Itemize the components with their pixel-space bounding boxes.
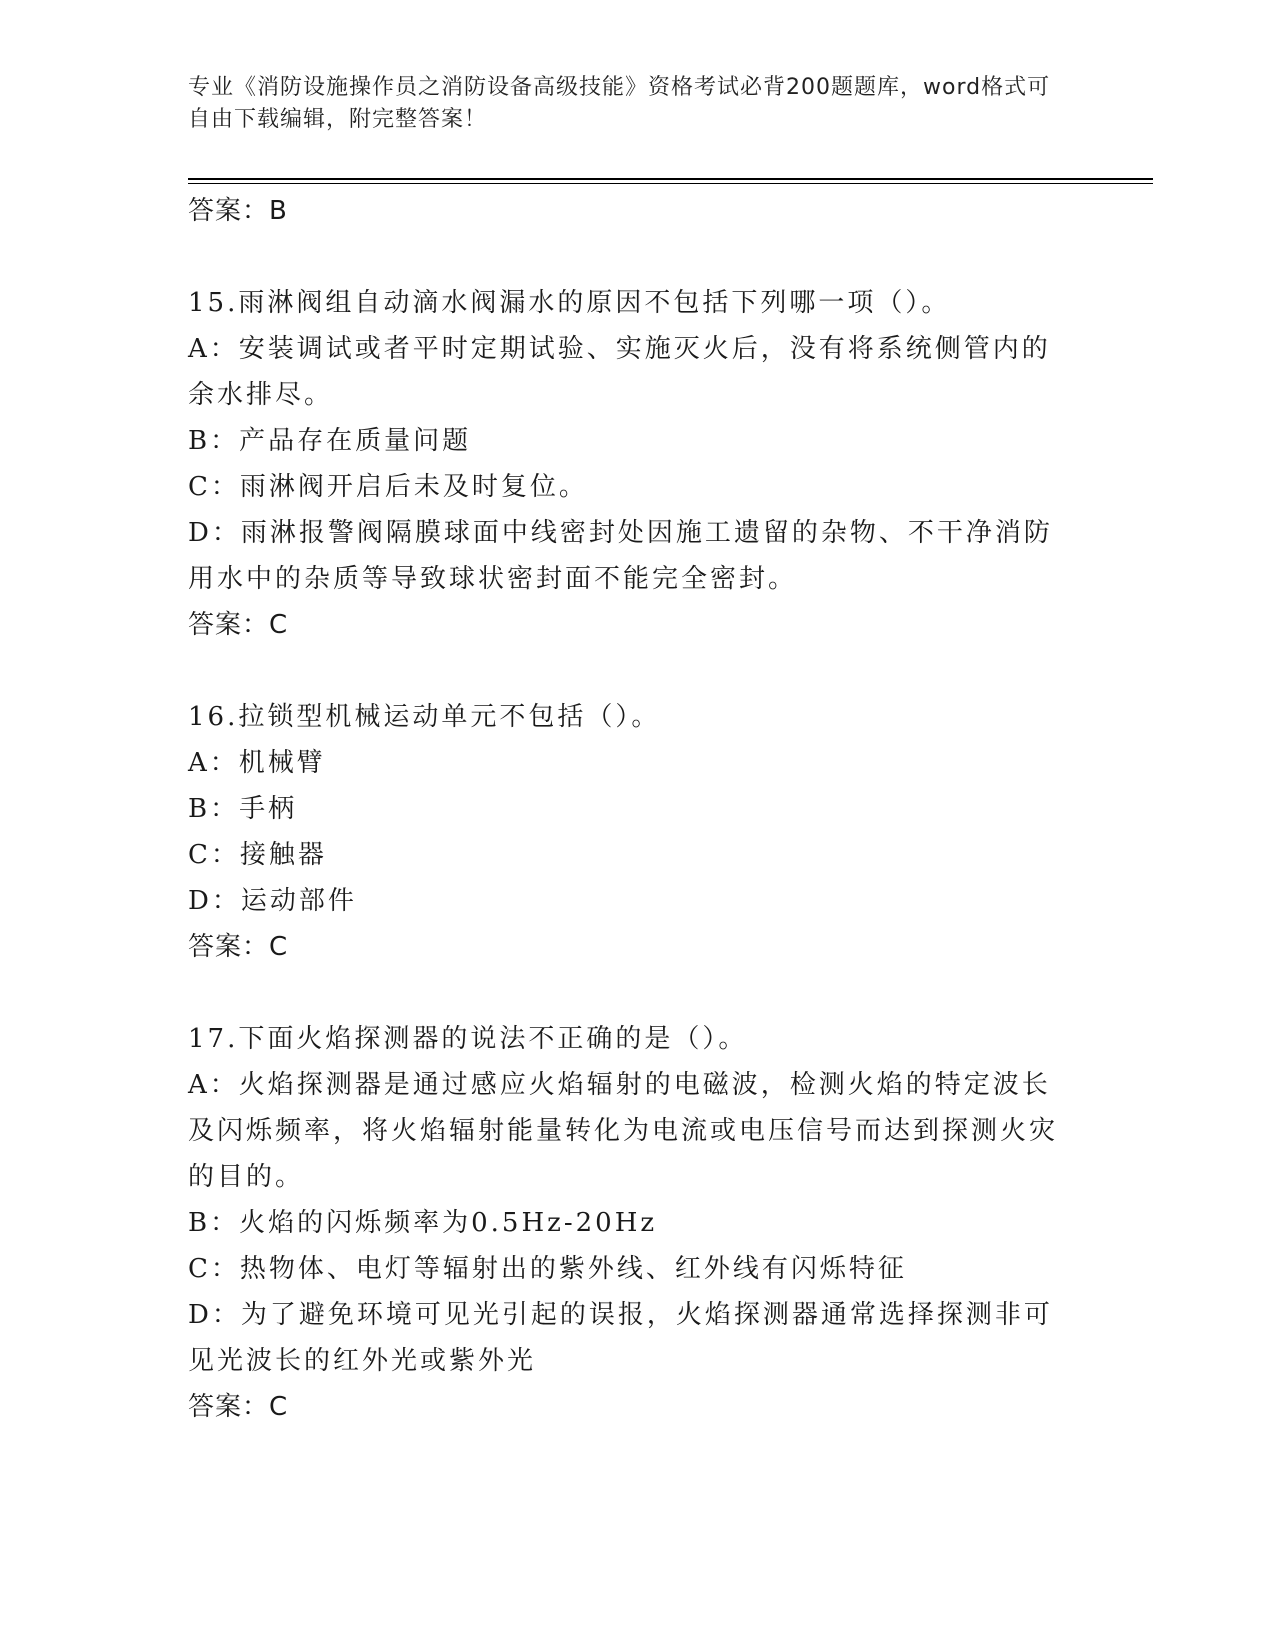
option-a: A：安装调试或者平时定期试验、实施灭火后，没有将系统侧管内的余水排尽。: [188, 334, 1051, 410]
answer-line: 答案：B: [188, 196, 288, 226]
option-c: C：接触器: [188, 840, 327, 870]
document-body: [188, 188, 1078, 1430]
answer-line: 答案：C: [188, 1392, 289, 1422]
option-d: D：雨淋报警阀隔膜球面中线密封处因施工遗留的杂物、不干净消防用水中的杂质等导致球状密封面不能完全密封。: [188, 518, 1053, 594]
option-c: C：热物体、电灯等辐射出的紫外线、红外线有闪烁特征: [188, 1254, 907, 1284]
question-title: 17.下面火焰探测器的说法不正确的是（）。: [188, 1024, 748, 1054]
option-d: D：运动部件: [188, 886, 357, 916]
option-c: C：雨淋阀开启后未及时复位。: [188, 472, 588, 502]
option-a: A：火焰探测器是通过感应火焰辐射的电磁波，检测火焰的特定波长及闪烁频率，将火焰辐射能量转化为电流或电压信号而达到探测火灾的目的。: [188, 1070, 1059, 1192]
option-b: B：产品存在质量问题: [188, 426, 472, 456]
question-title: 16.拉锁型机械运动单元不包括（）。: [188, 702, 661, 732]
question-15: [188, 280, 1078, 648]
option-a: A：机械臂: [188, 748, 326, 778]
question-16: [188, 694, 1078, 970]
header-rule-thin: [188, 183, 1153, 184]
answer-line: 答案：C: [188, 610, 289, 640]
document-header: 专业《消防设施操作员之消防设备高级技能》资格考试必背200题题库，word格式可自由下载编辑，附完整答案！: [188, 75, 1051, 132]
header-rule-thick: [188, 178, 1153, 180]
question-17: [188, 1016, 1078, 1430]
option-b: B：手柄: [188, 794, 298, 824]
question-title: 15.雨淋阀组自动滴水阀漏水的原因不包括下列哪一项（）。: [188, 288, 951, 318]
option-b: B：火焰的闪烁频率为0.5Hz-20Hz: [188, 1208, 658, 1238]
option-d: D：为了避免环境可见光引起的误报，火焰探测器通常选择探测非可见光波长的红外光或紫外光: [188, 1300, 1053, 1376]
answer-line: 答案：C: [188, 932, 289, 962]
